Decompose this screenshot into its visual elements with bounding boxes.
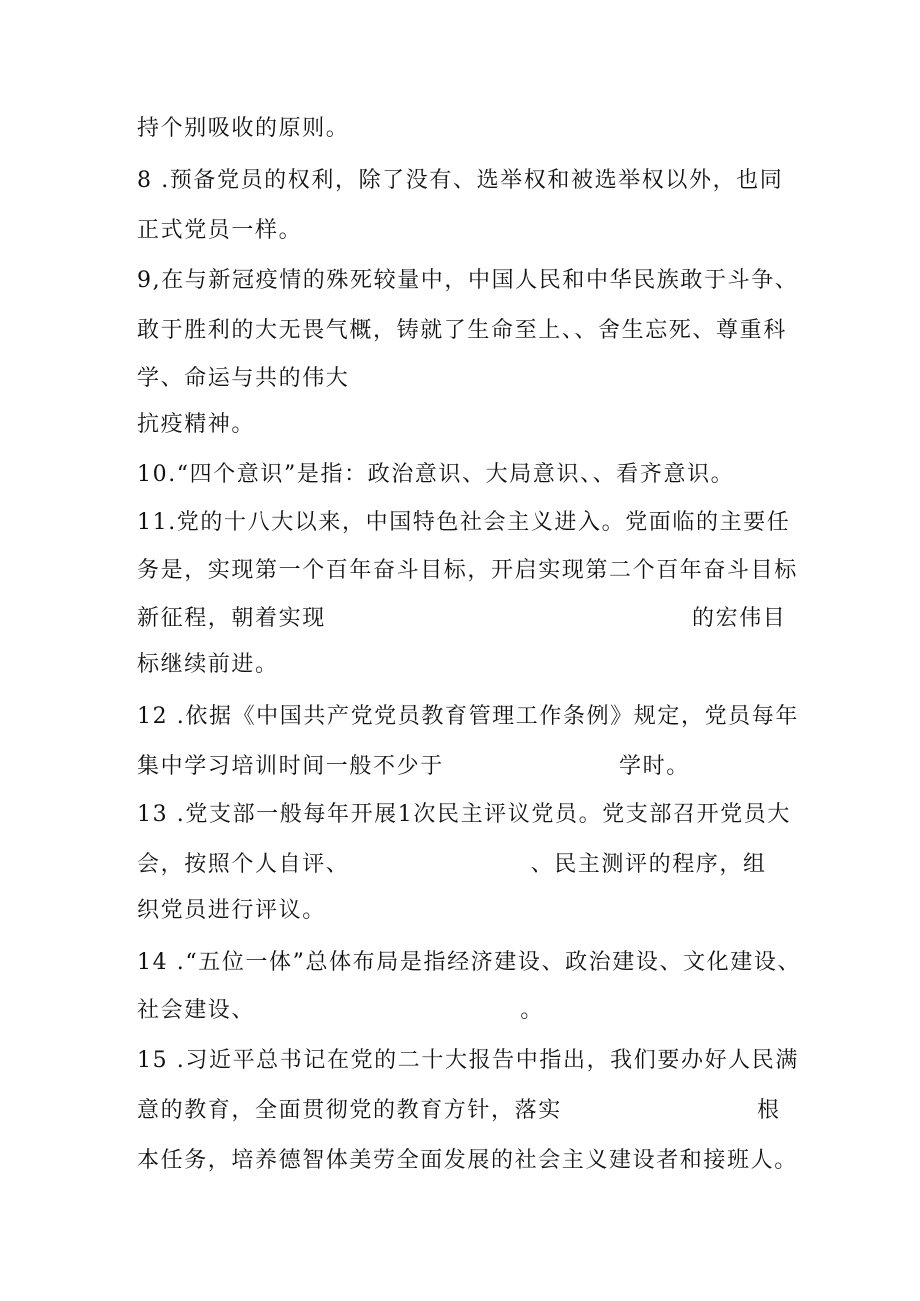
text-line-15 (137, 800, 791, 830)
text-line-6 (137, 364, 349, 394)
text-line-19 (137, 996, 544, 1026)
text-segment: 社会建设、 (137, 998, 256, 1023)
text-line-11 (137, 604, 786, 634)
text-segment: 集中学习培训时间一般不少于 (137, 754, 444, 779)
text-line-20 (137, 1046, 799, 1076)
text-line-5 (137, 316, 787, 346)
text-line-17 (137, 896, 326, 926)
text-segment: 8 .预备党员的权利，除了没有、选举权和被选举权以外，也同 (137, 168, 784, 193)
text-segment: 本任务，培养德智体美劳全面发展的社会主义建设者和接班人。 (137, 1148, 798, 1173)
text-line-1 (137, 114, 349, 144)
text-segment: 根 (757, 1098, 781, 1123)
text-segment: 务是，实现第一个百年奋斗目标，开启实现第二个百年奋斗目标 (137, 558, 798, 583)
text-segment: 学时。 (619, 754, 690, 779)
text-segment: 新征程，朝着实现 (137, 606, 326, 631)
text-line-16 (137, 850, 767, 880)
text-segment: 13 .党支部一般每年开展1次民主评议党员。党支部召开党员大 (137, 802, 791, 827)
text-line-4 (137, 266, 798, 296)
text-segment: 敢于胜利的大无畏气概，铸就了生命至上、、舍生忘死、尊重科 (137, 318, 787, 343)
text-line-10 (137, 556, 798, 586)
text-segment: 意的教育，全面贯彻党的教育方针，落实 (137, 1098, 562, 1123)
text-segment: 织党员进行评议。 (137, 898, 326, 923)
text-segment: 12 .依据《中国共产党党员教育管理工作条例》规定，党员每年 (137, 704, 799, 729)
text-segment: 11.党的十八大以来，中国特色社会主义进入。党面临的主要任 (137, 510, 791, 535)
text-line-9 (137, 508, 790, 538)
text-segment: 正式党员一样。 (137, 218, 303, 243)
text-segment: 标继续前进。 (137, 652, 279, 677)
text-line-22 (137, 1146, 798, 1176)
text-line-18 (137, 948, 801, 978)
text-segment: 抗疫精神。 (137, 412, 256, 437)
text-segment: 9,在与新冠疫情的殊死较量中，中国人民和中华民族敢于斗争、 (137, 268, 799, 293)
text-line-13 (137, 702, 799, 732)
text-line-8 (137, 460, 734, 490)
text-line-21 (137, 1096, 781, 1126)
text-line-2 (137, 166, 783, 196)
text-line-12 (137, 650, 279, 680)
text-segment: 持个别吸收的原则。 (137, 116, 350, 141)
text-segment: 10.“四个意识”是指：政治意识、大局意识、、看齐意识。 (137, 462, 735, 487)
text-segment: 。 (520, 998, 544, 1023)
text-segment: 的宏伟目 (692, 606, 787, 631)
text-segment: 14 .“五位一体”总体布局是指经济建设、政治建设、文化建设、 (137, 950, 802, 975)
text-line-3 (137, 216, 302, 246)
text-segment: 学、命运与共的伟大 (137, 366, 350, 391)
text-segment: 15 .习近平总书记在党的二十大报告中指出，我们要办好人民满 (137, 1048, 799, 1073)
text-line-14 (137, 752, 690, 782)
text-segment: 会，按照个人自评、 (137, 852, 350, 877)
text-segment: 、民主测评的程序，组 (530, 852, 767, 877)
text-line-7 (137, 410, 255, 440)
